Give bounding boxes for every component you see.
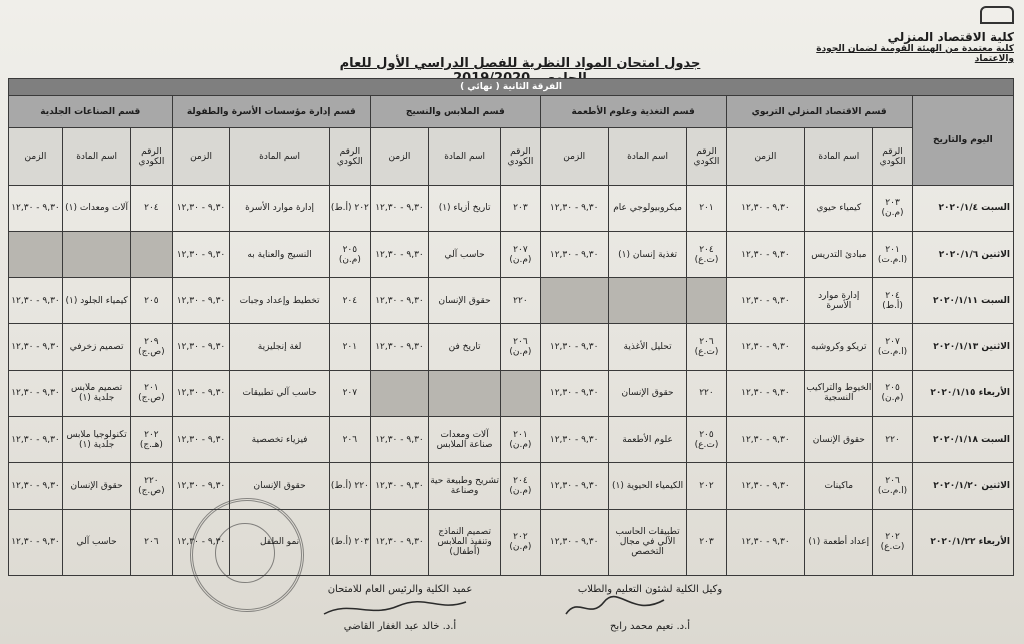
- day-date-cell: السبت ٢٠٢٠/١/٤: [912, 185, 1013, 231]
- course-code-cell: ٢٠٦: [131, 509, 172, 576]
- time-header: الزمن: [540, 128, 608, 185]
- course-name-cell: تخطيط وإعداد وجبات: [230, 278, 329, 324]
- code-header: الرقم الكودي: [687, 128, 726, 185]
- exam-time-cell: ٩,٣٠ - ١٢,٣٠: [9, 370, 63, 416]
- exam-time-cell: ٩,٣٠ - ١٢,٣٠: [726, 416, 805, 462]
- vice-dean-name: أ.د. نعيم محمد رابح: [609, 621, 691, 632]
- course-code-cell: ٢٠١: [687, 185, 726, 231]
- course-name-cell: ميكروبيولوجي عام: [608, 185, 687, 231]
- course-code-cell: ٢٠٧: [329, 370, 370, 416]
- day-date-cell: الاثنين ٢٠٢٠/١/١٣: [912, 324, 1013, 370]
- course-name-cell: تشريح وطبيعة حية وصناعة: [428, 463, 500, 509]
- course-code-cell: ٢٠٣: [501, 185, 540, 231]
- course-name-cell: فيزياء تخصصية: [230, 416, 329, 462]
- course-name-cell: مبادئ التدريس: [805, 231, 873, 277]
- exam-time-cell: [371, 370, 429, 416]
- table-row: [9, 185, 1014, 231]
- exam-time-cell: ٩,٣٠ - ١٢,٣٠: [371, 416, 429, 462]
- course-code-cell: ٢٠٦: [329, 416, 370, 462]
- course-name-cell: حقوق الإنسان: [428, 278, 500, 324]
- faculty-name: كلية الاقتصاد المنزلي: [887, 30, 1014, 44]
- course-code-cell: ٢٠٢: [687, 463, 726, 509]
- course-name-cell: النسيج والعناية به: [230, 231, 329, 277]
- code-header: الرقم الكودي: [501, 128, 540, 185]
- time-header: الزمن: [726, 128, 805, 185]
- course-code-cell: ٢٠١: [329, 324, 370, 370]
- exam-time-cell: ٩,٣٠ - ١٢,٣٠: [172, 185, 230, 231]
- dept-header: قسم إدارة مؤسسات الأسرة والطفولة: [172, 96, 370, 128]
- faculty-seal: [190, 498, 304, 612]
- exam-time-cell: ٩,٣٠ - ١٢,٣٠: [9, 278, 63, 324]
- day-date-cell: الأربعاء ٢٠٢٠/١/١٥: [912, 370, 1013, 416]
- exam-time-cell: ٩,٣٠ - ١٢,٣٠: [371, 463, 429, 509]
- faculty-header: [774, 6, 1014, 64]
- exam-time-cell: ٩,٣٠ - ١٢,٣٠: [371, 324, 429, 370]
- course-code-cell: ٢٠٥: [131, 278, 172, 324]
- course-name-cell: تكنولوجيا ملابس جلدية (١): [63, 416, 131, 462]
- course-code-cell: ٢٠٤ (أ.ط): [873, 278, 912, 324]
- exam-time-cell: ٩,٣٠ - ١٢,٣٠: [726, 370, 805, 416]
- course-name-cell: تصميم ملابس جلدية (١): [63, 370, 131, 416]
- vice-dean-title: وكيل الكلية لشئون التعليم والطلاب: [577, 584, 723, 595]
- exam-time-cell: ٩,٣٠ - ١٢,٣٠: [726, 509, 805, 576]
- course-name-cell: إدارة موارد الأسرة: [230, 185, 329, 231]
- course-code-cell: ٢٠٣ (م.ن): [873, 185, 912, 231]
- course-code-cell: ٢٠٥ (ت.ع): [687, 416, 726, 462]
- course-code-cell: ٢٠١ (ص.ج): [131, 370, 172, 416]
- exam-time-cell: ٩,٣٠ - ١٢,٣٠: [540, 416, 608, 462]
- course-name-cell: نمو الطفل: [230, 509, 329, 576]
- exam-time-cell: ٩,٣٠ - ١٢,٣٠: [726, 278, 805, 324]
- exam-time-cell: ٩,٣٠ - ١٢,٣٠: [726, 185, 805, 231]
- course-code-cell: ٢٠٧ (م.ن): [501, 231, 540, 277]
- code-header: الرقم الكودي: [329, 128, 370, 185]
- exam-time-cell: ٩,٣٠ - ١٢,٣٠: [540, 185, 608, 231]
- document-title: جدول امتحان المواد النظرية للفصل الدراسي الأول للعام: [339, 56, 701, 71]
- course-name-cell: حاسب آلي: [428, 231, 500, 277]
- dean-signature-icon: [320, 596, 470, 620]
- exam-time-cell: ٩,٣٠ - ١٢,٣٠: [172, 463, 230, 509]
- exam-time-cell: [540, 278, 608, 324]
- course-name-cell: تصميم زخرفي: [63, 324, 131, 370]
- vice-dean-signature-icon: [560, 594, 670, 622]
- exam-time-cell: ٩,٣٠ - ١٢,٣٠: [172, 324, 230, 370]
- course-code-cell: ٢٢٠ (أ.ط): [329, 463, 370, 509]
- day-date-cell: الأربعاء ٢٠٢٠/١/٢٢: [912, 509, 1013, 576]
- exam-schedule-table: [8, 78, 1014, 576]
- exam-time-cell: ٩,٣٠ - ١٢,٣٠: [726, 324, 805, 370]
- course-code-cell: ٢٠٢ (م.ن): [501, 509, 540, 576]
- day-date-cell: الاثنين ٢٠٢٠/١/٦: [912, 231, 1013, 277]
- exam-time-cell: ٩,٣٠ - ١٢,٣٠: [172, 370, 230, 416]
- course-name-cell: [63, 231, 131, 277]
- course-name-cell: آلات ومعدات (١): [63, 185, 131, 231]
- subject-header: اسم المادة: [230, 128, 329, 185]
- vice-dean-signature-block: [540, 584, 760, 632]
- course-name-cell: تحليل الأغذية: [608, 324, 687, 370]
- course-code-cell: ٢٠٦ (ت.ع): [687, 324, 726, 370]
- level-bar: الفرقة الثانية ( نهائي ): [9, 79, 1014, 96]
- exam-time-cell: ٩,٣٠ - ١٢,٣٠: [371, 231, 429, 277]
- exam-time-cell: ٩,٣٠ - ١٢,٣٠: [540, 324, 608, 370]
- course-code-cell: ٢٠٤ (م.ن): [501, 463, 540, 509]
- course-name-cell: الكيمياء الحيوية (١): [608, 463, 687, 509]
- course-name-cell: إدارة موارد الأسرة: [805, 278, 873, 324]
- course-code-cell: ٢٠٤ (ت.ع): [687, 231, 726, 277]
- course-name-cell: كيمياء الجلود (١): [63, 278, 131, 324]
- table-row: [9, 231, 1014, 277]
- course-name-cell: حاسب آلي تطبيقات: [230, 370, 329, 416]
- exam-time-cell: ٩,٣٠ - ١٢,٣٠: [172, 509, 230, 576]
- subject-header: اسم المادة: [608, 128, 687, 185]
- course-code-cell: ٢٠٥ (م.ن): [873, 370, 912, 416]
- exam-time-cell: ٩,٣٠ - ١٢,٣٠: [726, 463, 805, 509]
- course-code-cell: ٢٠١ (م.ن): [501, 416, 540, 462]
- course-code-cell: ٢٢٠: [873, 416, 912, 462]
- table-row: [9, 416, 1014, 462]
- course-name-cell: كيمياء حيوي: [805, 185, 873, 231]
- course-code-cell: [687, 278, 726, 324]
- exam-time-cell: [9, 231, 63, 277]
- university-logo-icon: [980, 6, 1014, 24]
- exam-time-cell: ٩,٣٠ - ١٢,٣٠: [540, 231, 608, 277]
- exam-time-cell: ٩,٣٠ - ١٢,٣٠: [9, 463, 63, 509]
- course-code-cell: ٢٠٢ (أ.ط): [329, 185, 370, 231]
- day-date-cell: الاثنين ٢٠٢٠/١/٢٠: [912, 463, 1013, 509]
- exam-time-cell: ٩,٣٠ - ١٢,٣٠: [172, 416, 230, 462]
- course-name-cell: تصميم النماذج وتنفيذ الملابس (أطفال): [428, 509, 500, 576]
- exam-time-cell: ٩,٣٠ - ١٢,٣٠: [9, 324, 63, 370]
- time-header: الزمن: [9, 128, 63, 185]
- exam-time-cell: ٩,٣٠ - ١٢,٣٠: [172, 278, 230, 324]
- course-code-cell: ٢٢٠ (ص.ج): [131, 463, 172, 509]
- exam-time-cell: ٩,٣٠ - ١٢,٣٠: [172, 231, 230, 277]
- day-date-header: اليوم والتاريخ: [912, 96, 1013, 186]
- course-code-cell: ٢٠٣ (أ.ط): [329, 509, 370, 576]
- table-row: [9, 278, 1014, 324]
- table-row: [9, 370, 1014, 416]
- day-date-cell: السبت ٢٠٢٠/١/١٨: [912, 416, 1013, 462]
- table-row: [9, 463, 1014, 509]
- course-name-cell: تاريخ أزياء (١): [428, 185, 500, 231]
- course-code-cell: ٢٠٦ (م.ن): [501, 324, 540, 370]
- exam-time-cell: ٩,٣٠ - ١٢,٣٠: [9, 416, 63, 462]
- subject-header: اسم المادة: [63, 128, 131, 185]
- course-name-cell: حاسب آلي: [63, 509, 131, 576]
- course-code-cell: ٢٠٤: [329, 278, 370, 324]
- course-name-cell: تريكو وكروشيه: [805, 324, 873, 370]
- course-code-cell: ٢٠٩ (ص.ج): [131, 324, 172, 370]
- course-code-cell: ٢٠٢ (هـ.ج): [131, 416, 172, 462]
- time-header: الزمن: [172, 128, 230, 185]
- course-code-cell: ٢٢٠: [687, 370, 726, 416]
- dept-header: قسم الملابس والنسيج: [371, 96, 541, 128]
- course-name-cell: إعداد أطعمة (١): [805, 509, 873, 576]
- subject-header: اسم المادة: [428, 128, 500, 185]
- course-name-cell: [428, 370, 500, 416]
- course-name-cell: الخيوط والتراكيب النسجية: [805, 370, 873, 416]
- course-name-cell: تاريخ فن: [428, 324, 500, 370]
- exam-time-cell: ٩,٣٠ - ١٢,٣٠: [371, 185, 429, 231]
- table-row: [9, 509, 1014, 576]
- dept-header: قسم الصناعات الجلدية: [9, 96, 173, 128]
- course-name-cell: حقوق الإنسان: [805, 416, 873, 462]
- subject-header: اسم المادة: [805, 128, 873, 185]
- course-code-cell: ٢٠٣: [687, 509, 726, 576]
- exam-time-cell: ٩,٣٠ - ١٢,٣٠: [371, 278, 429, 324]
- course-code-cell: ٢٠٧ (ا.م.ت): [873, 324, 912, 370]
- course-name-cell: تطبيقات الحاسب الآلي في مجال التخصص: [608, 509, 687, 576]
- course-name-cell: حقوق الإنسان: [230, 463, 329, 509]
- time-header: الزمن: [371, 128, 429, 185]
- dept-header: قسم الاقتصاد المنزلي التربوي: [726, 96, 912, 128]
- eagle-emblem-icon: [215, 523, 275, 583]
- course-code-cell: [501, 370, 540, 416]
- course-code-cell: ٢٢٠: [501, 278, 540, 324]
- course-code-cell: ٢٠٦ (ا.م.ت): [873, 463, 912, 509]
- dean-name: أ.د. خالد عبد الغفار القاضي: [343, 621, 457, 632]
- accreditation-note: كلية معتمدة من الهيئة القومية لضمان الجودة والاعتماد: [816, 44, 1014, 64]
- course-name-cell: لغة إنجليزية: [230, 324, 329, 370]
- course-name-cell: حقوق الإنسان: [608, 370, 687, 416]
- exam-time-cell: ٩,٣٠ - ١٢,٣٠: [9, 509, 63, 576]
- course-code-cell: ٢٠٤: [131, 185, 172, 231]
- exam-time-cell: ٩,٣٠ - ١٢,٣٠: [726, 231, 805, 277]
- dept-header: قسم التغذية وعلوم الأطعمة: [540, 96, 726, 128]
- code-header: الرقم الكودي: [873, 128, 912, 185]
- course-code-cell: ٢٠٢ (ت.ع): [873, 509, 912, 576]
- course-code-cell: [131, 231, 172, 277]
- course-code-cell: ٢٠٥ (م.ن): [329, 231, 370, 277]
- dean-signature-block: [300, 584, 500, 632]
- dean-title: عميد الكلية والرئيس العام للامتحان: [327, 584, 473, 595]
- exam-time-cell: ٩,٣٠ - ١٢,٣٠: [540, 509, 608, 576]
- course-name-cell: علوم الأطعمة: [608, 416, 687, 462]
- code-header: الرقم الكودي: [131, 128, 172, 185]
- course-name-cell: حقوق الإنسان: [63, 463, 131, 509]
- course-code-cell: ٢٠١ (ا.م.ت): [873, 231, 912, 277]
- course-name-cell: تغذية إنسان (١): [608, 231, 687, 277]
- course-name-cell: [608, 278, 687, 324]
- exam-time-cell: ٩,٣٠ - ١٢,٣٠: [540, 370, 608, 416]
- course-name-cell: ماكينات: [805, 463, 873, 509]
- day-date-cell: السبت ٢٠٢٠/١/١١: [912, 278, 1013, 324]
- exam-time-cell: ٩,٣٠ - ١٢,٣٠: [540, 463, 608, 509]
- exam-time-cell: ٩,٣٠ - ١٢,٣٠: [9, 185, 63, 231]
- exam-time-cell: ٩,٣٠ - ١٢,٣٠: [371, 509, 429, 576]
- course-name-cell: آلات ومعدات صناعة الملابس: [428, 416, 500, 462]
- table-row: [9, 324, 1014, 370]
- schedule-rows: [9, 185, 1014, 575]
